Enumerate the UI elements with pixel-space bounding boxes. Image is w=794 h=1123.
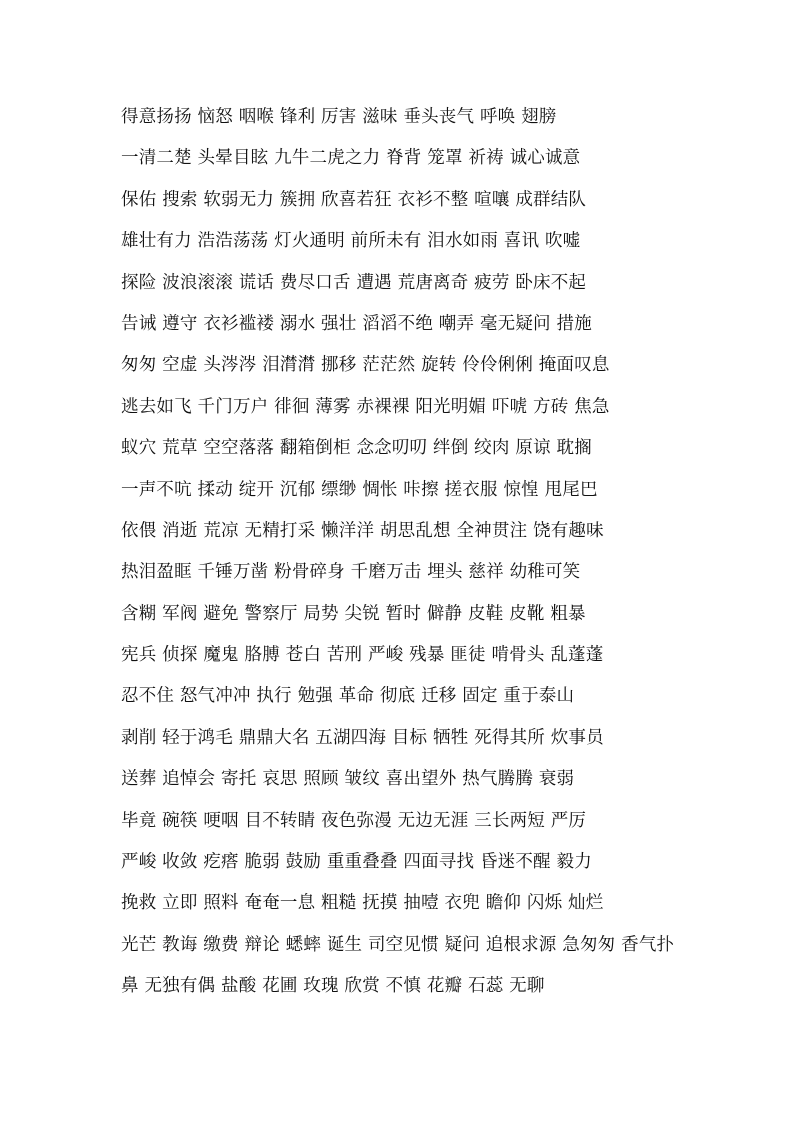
text-line-20: 挽救 立即 照料 奄奄一息 粗糙 抚摸 抽噎 衣兜 瞻仰 闪烁 灿烂 — [121, 893, 604, 914]
text-line-12: 热泪盈眶 千锤万凿 粉骨碎身 千磨万击 埋头 慈祥 幼稚可笑 — [121, 562, 581, 583]
text-line-19: 严峻 收敛 疙瘩 脆弱 鼓励 重重叠叠 四面寻找 昏迷不醒 毅力 — [121, 852, 592, 873]
text-line-6: 告诫 遵守 衣衫褴褛 溺水 强壮 滔滔不绝 嘲弄 毫无疑问 措施 — [121, 313, 592, 334]
text-line-22: 鼻 无独有偶 盐酸 花圃 玫瑰 欣赏 不慎 花瓣 石蕊 无聊 — [121, 976, 545, 997]
text-line-7: 匆匆 空虚 头涔涔 泪潸潸 挪移 茫茫然 旋转 伶伶俐俐 掩面叹息 — [121, 355, 610, 376]
text-line-2: 一清二楚 头晕目眩 九牛二虎之力 脊背 笼罩 祈祷 诚心诚意 — [121, 148, 581, 169]
text-line-8: 逃去如飞 千门万户 徘徊 薄雾 赤裸裸 阳光明媚 吓唬 方砖 焦急 — [121, 396, 610, 417]
text-line-14: 宪兵 侦探 魔鬼 胳膊 苍白 苦刑 严峻 残暴 匪徒 啃骨头 乱蓬蓬 — [121, 645, 604, 666]
text-line-21: 光芒 教诲 缴费 辩论 蟋蟀 诞生 司空见惯 疑问 追根求源 急匆匆 香气扑 — [121, 934, 675, 955]
text-line-5: 探险 波浪滚滚 谎话 费尽口舌 遭遇 荒唐离奇 疲劳 卧床不起 — [121, 272, 587, 293]
text-line-15: 忍不住 怒气冲冲 执行 勉强 革命 彻底 迁移 固定 重于泰山 — [121, 686, 575, 707]
text-line-4: 雄壮有力 浩浩荡荡 灯火通明 前所未有 泪水如雨 喜讯 吹嘘 — [121, 231, 581, 252]
text-line-9: 蚁穴 荒草 空空落落 翻箱倒柜 念念叨叨 绊倒 绞肉 原谅 耽搁 — [121, 438, 592, 459]
text-line-3: 保佑 搜索 软弱无力 簇拥 欣喜若狂 衣衫不整 喧嚷 成群结队 — [121, 189, 587, 210]
text-line-11: 依偎 消逝 荒凉 无精打采 懒洋洋 胡思乱想 全神贯注 饶有趣味 — [121, 520, 604, 541]
text-line-10: 一声不吭 揉动 绽开 沉郁 缥缈 惆怅 咔擦 搓衣服 惊惶 甩尾巴 — [121, 479, 598, 500]
text-line-18: 毕竟 碗筷 哽咽 目不转睛 夜色弥漫 无边无涯 三长两短 严厉 — [121, 810, 587, 831]
text-line-13: 含糊 军阀 避免 警察厅 局势 尖锐 暂时 僻静 皮鞋 皮靴 粗暴 — [121, 603, 586, 624]
text-line-16: 剥削 轻于鸿毛 鼎鼎大名 五湖四海 目标 牺牲 死得其所 炊事员 — [121, 727, 604, 748]
vocabulary-word-list — [121, 101, 761, 1012]
text-line-17: 送葬 追悼会 寄托 哀思 照顾 皱纹 喜出望外 热气腾腾 衰弱 — [121, 769, 575, 790]
text-line-1: 得意扬扬 恼怒 咽喉 锋利 厉害 滋味 垂头丧气 呼唤 翅膀 — [121, 107, 557, 127]
